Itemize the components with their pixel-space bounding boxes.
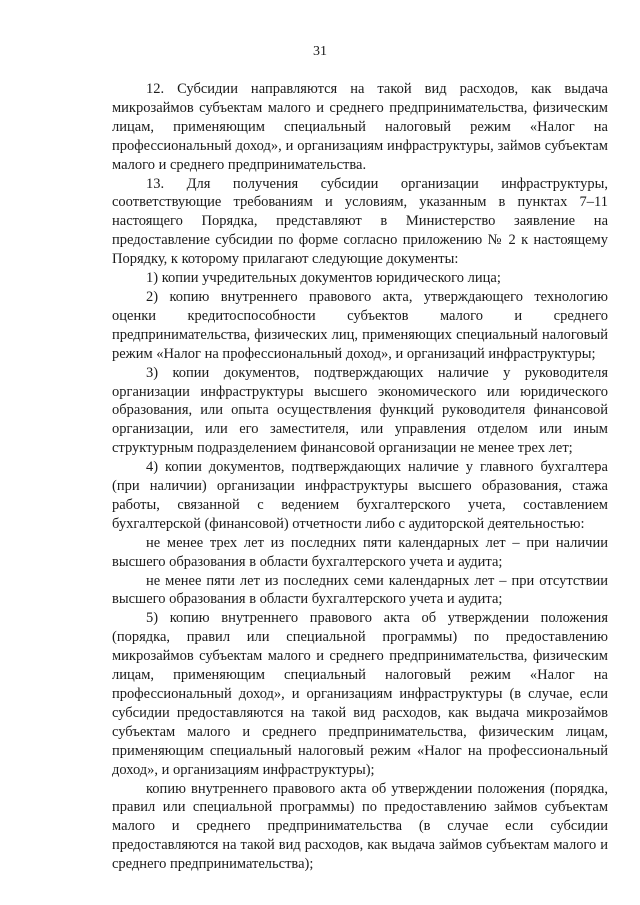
paragraph-item-12: 12. Субсидии направляются на такой вид расходов, как выдача микрозаймов субъектам малого и среднего предпринимательства, физическим лицам, применяющим специальный налоговый режим «Налог на профессиональный доход», и организациям инфраструктуры, займов субъектам малого и среднего предпринимательства. — [112, 81, 608, 173]
list-item-1: 1) копии учредительных документов юридического лица; — [146, 270, 501, 287]
page-number: 31 — [313, 44, 327, 59]
list-item-2: 2) копию внутреннего правового акта, утверждающего технологию оценки кредитоспособности субъектов малого и среднего предпринимательства, физических лиц, применяющих специальный налоговый режим «Налог на профессиональный доход», и организаций инфраструктуры; — [112, 288, 608, 362]
paragraph-item-13: 13. Для получения субсидии организации инфраструктуры, соответствующие требованиям и условиям, указанным в пунктах 7–11 настоящего Порядка, представляют в Министерство заявление на предоставление субсидии по форме согласно приложению № 2 к настоящему Порядку, к которому прилагают следующие документы: — [112, 175, 608, 268]
list-item-5: 5) копию внутреннего правового акта об утверждении положения (порядка, правил или специальной программы) по предоставлению микрозаймов субъектам малого и среднего предпринимательства, физическим лицам, применяющим специальный налоговый режим «Налог на профессиональный доход», и организациям инфраструктуры (в случае, если субсидии предоставляются на такой вид расходов, как выдача микрозаймов субъектам малого и среднего предпринимательства, физическим лицам, применяющим специальный налоговый режим «Налог на профессиональный доход», и организациям инфраструктуры); — [112, 610, 608, 778]
list-item-4-option-b: не менее пяти лет из последних семи календарных лет – при отсутствии высшего образования в области бухгалтерского учета и аудита; — [112, 572, 608, 608]
list-item-5-continuation: копию внутреннего правового акта об утверждении положения (порядка, правил или специальной программы) по предоставлению займов субъектам малого и среднего предпринимательства (в случае если субсидии предоставляются на такой вид расходов, как выдача займов субъектам малого и среднего предпринимательства); — [112, 780, 608, 873]
list-item-4: 4) копии документов, подтверждающих наличие у главного бухгалтера (при наличии) организации инфраструктуры высшего образования, стажа работы, связанной с ведением бухгалтерского учета, составлением бухгалтерской (финансовой) отчетности либо с аудиторской деятельностью: — [112, 459, 608, 532]
list-item-4-option-a: не менее трех лет из последних пяти календарных лет – при наличии высшего образования в области бухгалтерского учета и аудита; — [112, 534, 608, 570]
list-item-3: 3) копии документов, подтверждающих наличие у руководителя организации инфраструктуры высшего экономического или юридического образования, или опыта осуществления функций руководителя финансовой организации, или его заместителя, или управления отделом или иным структурным подразделением финансовой организации не менее трех лет; — [112, 364, 608, 457]
document-body — [112, 80, 608, 874]
